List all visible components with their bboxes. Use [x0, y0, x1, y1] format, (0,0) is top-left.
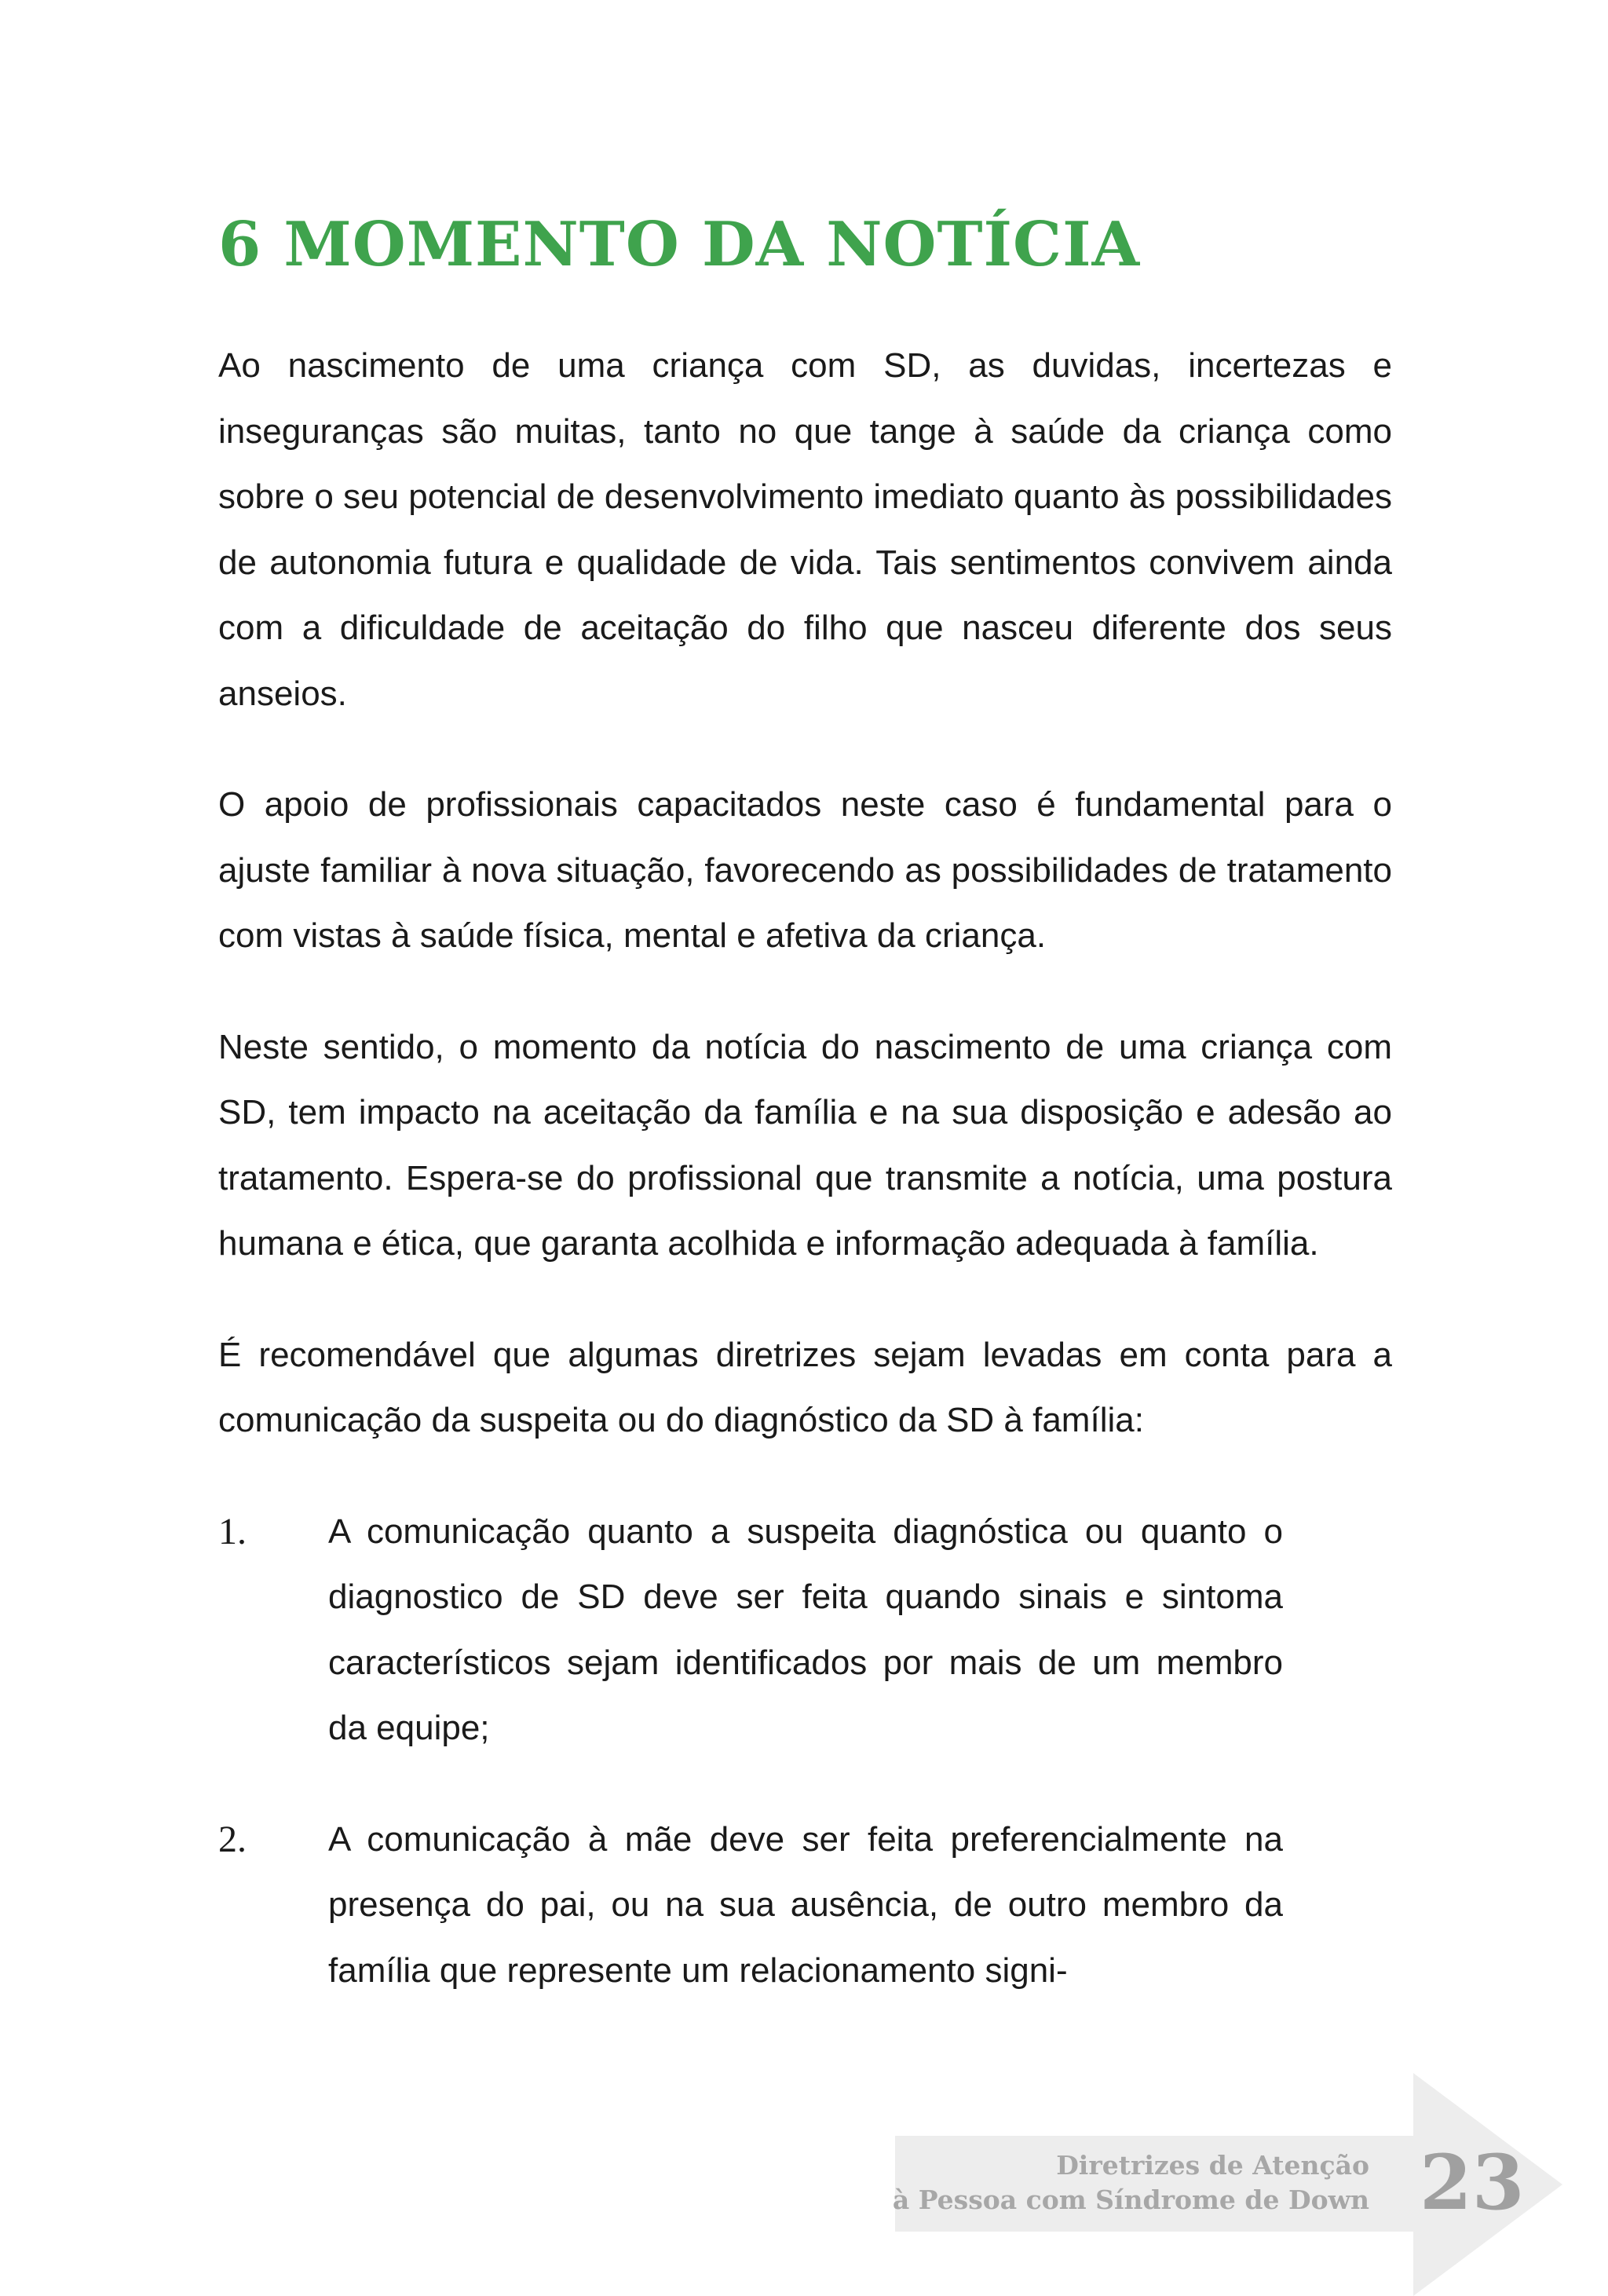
- list-item-text: A comunicação quanto a suspeita diagnóstica ou quanto o diagnostico de SD deve ser feita quando sinais e sintoma característicos sejam identificados por mais de um membro da equipe;: [328, 1512, 1283, 1747]
- list-item-number: 1.: [218, 1510, 247, 1552]
- body-content: [218, 333, 1392, 2049]
- footer-book-title: [893, 2148, 1369, 2217]
- footer-line-1: Diretrizes de Atenção: [1056, 2150, 1369, 2181]
- page-number: 23: [1420, 2138, 1525, 2227]
- list-item-text: A comunicação à mãe deve ser feita preferencialmente na presença do pai, ou na sua ausência, de outro membro da família que represente um relacionamento signi-: [328, 1819, 1283, 1990]
- footer-line-2: à Pessoa com Síndrome de Down: [892, 2184, 1369, 2215]
- list-item: [218, 1499, 1392, 1761]
- guidelines-list: [218, 1499, 1392, 2004]
- paragraph-1: Ao nascimento de uma criança com SD, as duvidas, incertezas e inseguranças são muitas, tanto no que tange à saúde da criança como sobre o seu potencial de desenvolvimento imediato quanto às possibilidades de autonomia futura e qualidade de vida. Tais sentimentos convivem ainda com a dificuldade de aceitação do filho que nasceu diferente dos seus anseios.: [218, 346, 1392, 713]
- list-item: [218, 1807, 1392, 2004]
- paragraph-2: O apoio de profissionais capacitados neste caso é fundamental para o ajuste familiar à nova situação, favorecendo as possibilidades de tratamento com vistas à saúde física, mental e afetiva da criança.: [218, 785, 1392, 955]
- list-item-number: 2.: [218, 1818, 247, 1860]
- paragraph-4: É recomendável que algumas diretrizes sejam levadas em conta para a comunicação da suspeita ou do diagnóstico da SD à família:: [218, 1335, 1392, 1439]
- paragraph-3: Neste sentido, o momento da notícia do nascimento de uma criança com SD, tem impacto na aceitação da família e na sua disposição e adesão ao tratamento. Espera-se do profissional que transmite a notícia, uma postura humana e ética, que garanta acolhida e informação adequada à família.: [218, 1027, 1392, 1263]
- page-title: 6 MOMENTO DA NOTÍCIA: [218, 209, 1141, 280]
